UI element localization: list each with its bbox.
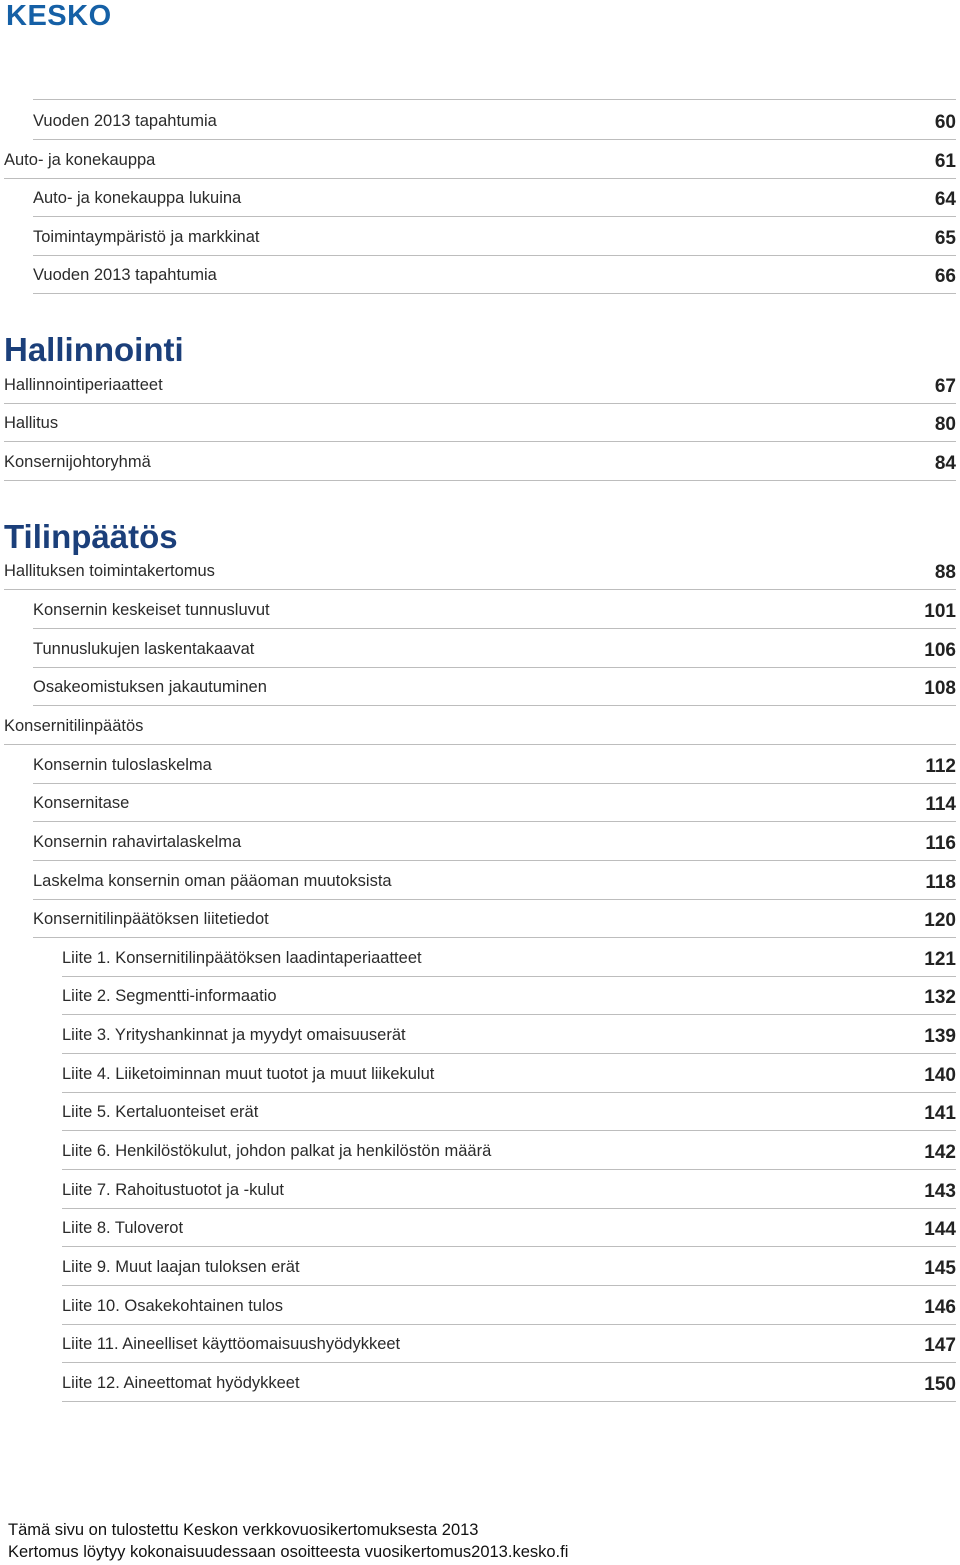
toc-page: 141 (924, 1103, 956, 1124)
toc-page: 60 (934, 112, 956, 133)
footer-url-note: Kertomus löytyy kokonaisuudessaan osoitteesta vuosikertomus2013.kesko.fi (8, 1543, 569, 1561)
toc-row[interactable] (62, 1055, 956, 1093)
toc-label: Laskelma konsernin oman pääoman muutoksista (33, 872, 392, 890)
toc-page: 132 (924, 987, 956, 1008)
toc-page: 146 (924, 1297, 956, 1318)
toc-page: 65 (934, 228, 956, 249)
top-divider (33, 99, 956, 100)
toc-page: 147 (924, 1335, 956, 1356)
toc-label: Liite 2. Segmentti-informaatio (62, 987, 277, 1005)
toc-row[interactable] (4, 552, 956, 590)
toc-label: Liite 3. Yrityshankinnat ja myydyt omaisuuserät (62, 1026, 406, 1044)
toc-row[interactable] (33, 256, 956, 294)
toc-label: Osakeomistuksen jakautuminen (33, 678, 267, 696)
toc-page: 145 (924, 1258, 956, 1279)
toc-page: 120 (924, 910, 956, 931)
toc-row[interactable] (33, 102, 956, 140)
toc-page: 64 (934, 189, 956, 210)
toc-page: 118 (925, 872, 956, 893)
toc-label: Liite 6. Henkilöstökulut, johdon palkat ja henkilöstön määrä (62, 1142, 492, 1160)
toc-label: Liite 7. Rahoitustuotot ja -kulut (62, 1181, 284, 1199)
toc-label: Konsernin rahavirtalaskelma (33, 833, 242, 851)
kesko-logo: KESKO (6, 0, 112, 32)
toc-label: Auto- ja konekauppa lukuina (33, 189, 242, 207)
toc-page: 84 (934, 453, 956, 474)
toc-row[interactable] (33, 668, 956, 706)
toc-row[interactable] (4, 707, 956, 745)
footer-note: Tämä sivu on tulostettu Keskon verkkovuosikertomuksesta 2013 (8, 1521, 479, 1539)
toc-label: Liite 11. Aineelliset käyttöomaisuushyödykkeet (62, 1335, 401, 1353)
toc-label: Hallinnointiperiaatteet (4, 376, 163, 394)
toc-page: 143 (924, 1181, 956, 1202)
toc-row[interactable] (62, 1209, 956, 1247)
toc-page: 116 (925, 833, 956, 854)
toc-row[interactable] (33, 179, 956, 217)
toc-row[interactable] (33, 900, 956, 938)
toc-label: Auto- ja konekauppa (4, 151, 156, 169)
toc-page: 112 (925, 756, 956, 777)
section-title-tilinpaatos: Tilinpäätös (4, 518, 178, 555)
toc-row[interactable] (33, 862, 956, 900)
toc-row[interactable] (62, 1132, 956, 1170)
toc-page: 67 (934, 376, 956, 397)
toc-label: Liite 4. Liiketoiminnan muut tuotot ja muut liikekulut (62, 1065, 435, 1083)
toc-page: 114 (925, 794, 956, 815)
toc-page: 139 (924, 1026, 956, 1047)
toc-row[interactable] (62, 1287, 956, 1325)
toc-row[interactable] (62, 977, 956, 1015)
toc-row[interactable] (62, 1248, 956, 1286)
toc-label: Tunnuslukujen laskentakaavat (33, 640, 255, 658)
toc-label: Konsernin keskeiset tunnusluvut (33, 601, 270, 619)
toc-page: 144 (924, 1219, 956, 1240)
toc-page: 80 (934, 414, 956, 435)
toc-row[interactable] (62, 1364, 956, 1402)
toc-row[interactable] (33, 784, 956, 822)
toc-row[interactable] (33, 746, 956, 784)
toc-page: 66 (934, 266, 956, 287)
toc-row[interactable] (33, 218, 956, 256)
toc-label: Liite 10. Osakekohtainen tulos (62, 1297, 284, 1315)
toc-label: Konsernitilinpäätös (4, 717, 144, 735)
toc-page: 150 (924, 1374, 956, 1395)
toc-page: 101 (924, 601, 956, 622)
toc-page: 108 (924, 678, 956, 699)
toc-label: Hallitus (4, 414, 59, 432)
toc-label: Hallituksen toimintakertomus (4, 562, 215, 580)
toc-label: Vuoden 2013 tapahtumia (33, 266, 217, 284)
toc-label: Toimintaympäristö ja markkinat (33, 228, 260, 246)
toc-label: Konsernitase (33, 794, 130, 812)
toc-label: Konsernin tuloslaskelma (33, 756, 212, 774)
toc-label: Vuoden 2013 tapahtumia (33, 112, 217, 130)
toc-page: 88 (934, 562, 956, 583)
section-title-hallinnointi: Hallinnointi (4, 331, 184, 368)
toc-row[interactable] (62, 1016, 956, 1054)
toc-page: 121 (924, 949, 956, 970)
toc-label: Liite 1. Konsernitilinpäätöksen laadintaperiaatteet (62, 949, 422, 967)
toc-row[interactable] (4, 443, 956, 481)
toc-label: Liite 5. Kertaluonteiset erät (62, 1103, 259, 1121)
toc-row[interactable] (33, 591, 956, 629)
toc-page: 142 (924, 1142, 956, 1163)
toc-row[interactable] (4, 404, 956, 442)
toc-row[interactable] (33, 630, 956, 668)
toc-page: 106 (924, 640, 956, 661)
toc-row[interactable] (4, 141, 956, 179)
toc-row[interactable] (62, 939, 956, 977)
toc-row[interactable] (62, 1093, 956, 1131)
toc-row[interactable] (4, 366, 956, 404)
toc-row[interactable] (62, 1171, 956, 1209)
toc-label: Liite 9. Muut laajan tuloksen erät (62, 1258, 300, 1276)
toc-page: 140 (924, 1065, 956, 1086)
toc-row[interactable] (62, 1325, 956, 1363)
toc-label: Konsernijohtoryhmä (4, 453, 151, 471)
toc-row[interactable] (33, 823, 956, 861)
toc-label: Liite 8. Tuloverot (62, 1219, 184, 1237)
toc-label: Liite 12. Aineettomat hyödykkeet (62, 1374, 300, 1392)
toc-label: Konsernitilinpäätöksen liitetiedot (33, 910, 269, 928)
toc-page: 61 (934, 151, 956, 172)
